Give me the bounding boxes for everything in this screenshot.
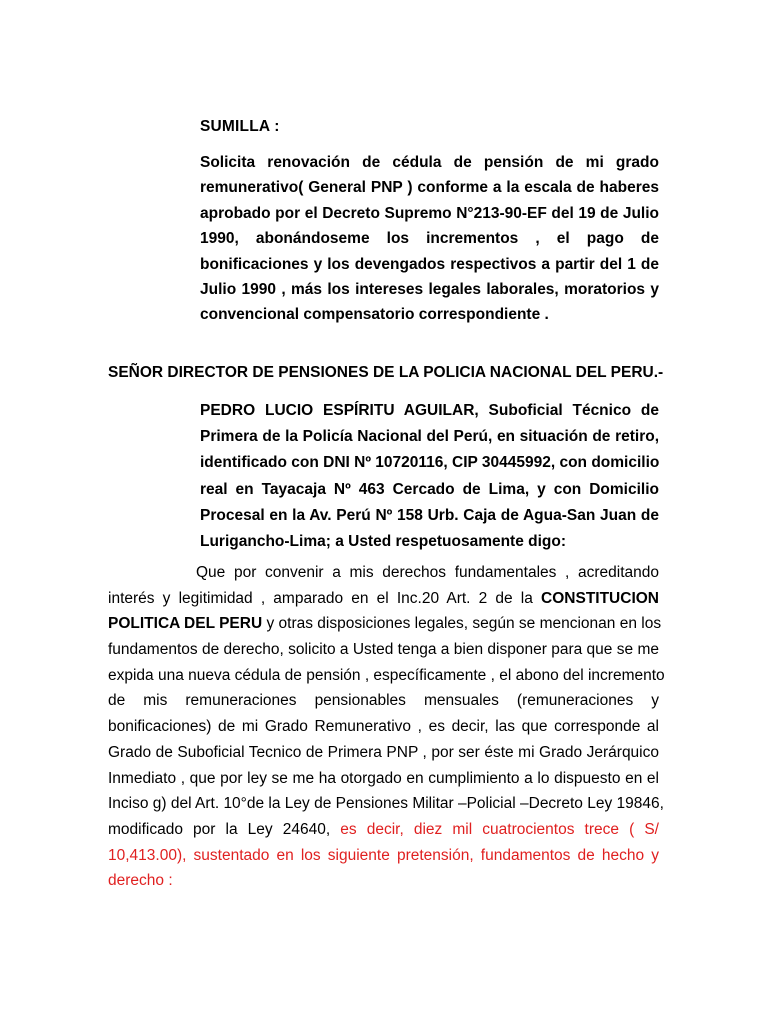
body-line: fundamentos de derecho, solicito a Usted tenga a bien disponer para que se me bbox=[108, 641, 659, 659]
petitioner-identity bbox=[200, 398, 659, 555]
body-text: y otras disposiciones legales, según se mencionan en los bbox=[262, 615, 662, 633]
identity-line: PEDRO LUCIO ESPÍRITU AGUILAR, Suboficial Técnico de bbox=[200, 402, 659, 419]
sumilla-line: convencional compensatorio correspondiente . bbox=[200, 306, 549, 324]
body-line bbox=[108, 611, 662, 637]
identity-line: Lurigancho-Lima; a Usted respetuosamente digo: bbox=[200, 532, 567, 550]
body-line bbox=[108, 586, 659, 612]
body-line: Inciso g) del Art. 10°de la Ley de Pensiones Militar –Policial –Decreto Ley 19846, bbox=[108, 795, 664, 813]
sumilla-text bbox=[200, 150, 659, 328]
amount-highlight-line: 10,413.00), sustentado en los siguiente pretensión, fundamentos de hecho y bbox=[108, 846, 659, 864]
identity-line: identificado con DNI Nº 10720116, CIP 30445992, con domicilio bbox=[200, 454, 660, 472]
sumilla-line: bonificaciones y los devengados respectivos a partir del 1 de bbox=[200, 255, 659, 273]
body-text: interés y legitimidad , amparado en el Inc.20 Art. 2 de la bbox=[108, 589, 542, 607]
body-text: Que por convenir a mis derechos fundamentales , acreditando bbox=[196, 564, 659, 581]
addressee-heading: SEÑOR DIRECTOR DE PENSIONES DE LA POLICIA NACIONAL DEL PERU.- bbox=[108, 364, 664, 381]
body-line: de mis remuneraciones pensionables mensuales (remuneraciones y bbox=[108, 692, 659, 710]
sumilla-line: Solicita renovación de cédula de pensión de mi grado bbox=[200, 154, 659, 171]
sumilla-title: SUMILLA : bbox=[200, 118, 280, 135]
body-line: Inmediato , que por ley se me ha otorgado en cumplimiento a lo dispuesto en el bbox=[108, 769, 659, 787]
sumilla-line: aprobado por el Decreto Supremo N°213-90-EF del 19 de Julio bbox=[200, 204, 659, 222]
identity-line: Procesal en la Av. Perú Nº 158 Urb. Caja de Agua-San Juan de bbox=[200, 506, 659, 524]
body-text: modificado por la Ley 24640, bbox=[108, 820, 341, 838]
body-line: bonificaciones) de mi Grado Remunerativo , es decir, las que corresponde al bbox=[108, 718, 659, 736]
amount-highlight: es decir, diez mil cuatrocientos trece ( S/ bbox=[340, 820, 659, 838]
identity-line: real en Tayacaja Nº 463 Cercado de Lima, y con Domicilio bbox=[200, 480, 659, 498]
sumilla-line: 1990, abonándoseme los incrementos , el pago de bbox=[200, 230, 659, 248]
body-line bbox=[108, 560, 659, 586]
sumilla-line: remunerativo( General PNP ) conforme a la escala de haberes bbox=[200, 179, 659, 197]
body-line: expida una nueva cédula de pensión , específicamente , el abono del incremento bbox=[108, 666, 665, 684]
constitution-ref: POLITICA DEL PERU bbox=[108, 615, 263, 633]
constitution-ref: CONSTITUCION bbox=[541, 589, 659, 607]
request-paragraph bbox=[108, 560, 665, 894]
amount-highlight-line: derecho : bbox=[108, 872, 173, 890]
body-line bbox=[108, 817, 659, 843]
identity-line: Primera de la Policía Nacional del Perú, en situación de retiro, bbox=[200, 428, 659, 446]
body-line: Grado de Suboficial Tecnico de Primera PNP , por ser éste mi Grado Jerárquico bbox=[108, 743, 659, 761]
sumilla-line: Julio 1990 , más los intereses legales laborales, moratorios y bbox=[200, 280, 659, 298]
